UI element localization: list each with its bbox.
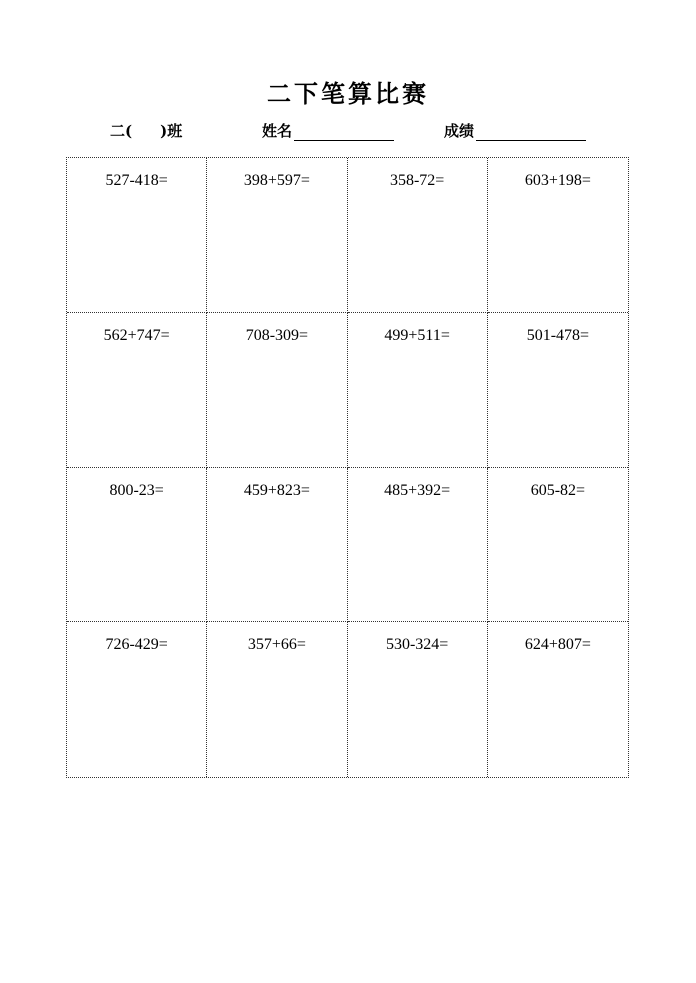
problem-cell[interactable]: 605-82= (488, 468, 628, 623)
problem-grid (66, 157, 629, 778)
problem-cell[interactable]: 459+823= (207, 468, 347, 623)
problem-cell[interactable]: 624+807= (524, 636, 591, 654)
problem-cell[interactable]: 499+511= (348, 313, 488, 468)
class-field (110, 120, 182, 141)
problem-cell[interactable]: 708-309= (207, 313, 347, 468)
problem-cell[interactable]: 357+66= (207, 622, 347, 777)
problem-cell[interactable]: 358-72= (348, 158, 488, 313)
problem-cell[interactable]: 485+392= (348, 468, 488, 623)
student-info-row (0, 118, 696, 142)
worksheet-title: 二下笔算比赛 (267, 79, 429, 108)
problem-cell[interactable]: 527-418= (67, 158, 207, 313)
class-label-suffix: )班 (160, 122, 183, 140)
score-field (444, 120, 586, 141)
problem-cell[interactable]: 398+597= (207, 158, 347, 313)
class-label-prefix: 二( (110, 122, 133, 140)
problem-cell[interactable]: 530-324= (348, 622, 488, 777)
score-blank-line[interactable] (476, 123, 586, 141)
problem-cell[interactable]: 603+198= (488, 158, 628, 313)
name-field (262, 120, 394, 141)
name-blank-line[interactable] (294, 123, 394, 141)
problem-cell[interactable]: 501-478= (488, 313, 628, 468)
problem-cell[interactable]: 800-23= (67, 468, 207, 623)
name-label: 姓名 (262, 122, 293, 140)
problem-cell[interactable]: 562+747= (67, 313, 207, 468)
problem-cell[interactable]: 726-429= (67, 622, 207, 777)
score-label: 成绩 (444, 122, 475, 140)
